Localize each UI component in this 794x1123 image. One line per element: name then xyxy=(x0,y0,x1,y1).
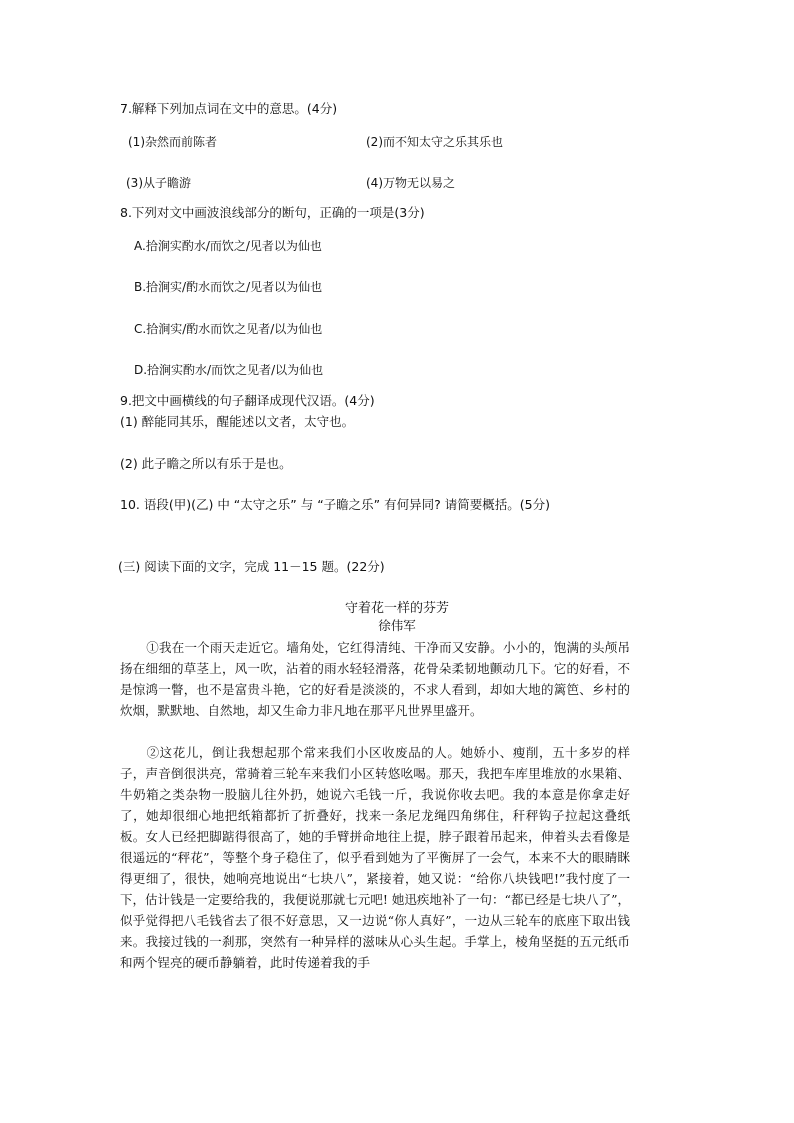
article-author: 徐伟军 xyxy=(378,618,416,633)
article-paragraph-2-text: ②这花儿，倒让我想起那个常来我们小区收废品的人。她娇小、瘦削，五十多岁的样子，声音倒很洪亮，常骑着三轮车来我们小区转悠吆喝。那天，我把车库里堆放的水果箱、牛奶箱之类杂物一股脑儿往外扔，她说六毛钱一斤，我说你收去吧。我的本意是你拿走好了，她却很细心地把纸箱都折了折叠好，找来一条尼龙绳四角绑住，秆秤钩子拉起这叠纸板。女人已经把脚踮得很高了，她的手臂拼命地往上提，脖子跟着吊起来，伸着头去看像是很遥远的“秤花”，等整个身子稳住了，似乎看到她为了平衡屏了一会气，本来不大的眼睛眯得更细了，很快，她响亮地说出“七块八”，紧接着，她又说：“给你八块钱吧!”我忖度了一下，估计钱是一定要给我的，我便说那就七元吧! 她迅疾地补了一句：“都已经是七块八了”，似乎觉得把八毛钱省去了很不好意思，又一边说“你人真好”，一边从三轮车的底座下取出钱来。我接过钱的一刹那，突然有一种异样的滋味从心头生起。手掌上，棱角坚挺的五元纸币和两个锃亮的硬币静躺着，此时传递着我的手 xyxy=(120,745,630,970)
q7-item-3: (3)从子瞻游 xyxy=(126,176,191,190)
q9-item-2: (2) 此子瞻之所以有乐于是也。 xyxy=(120,456,292,471)
q9-item-1: (1) 醉能同其乐，醒能述以文者，太守也。 xyxy=(120,414,355,429)
article-paragraph-1 xyxy=(120,637,630,721)
q8-option-d: D.拾涧实酌水/而饮之见者/以为仙也 xyxy=(134,363,324,377)
section3-heading: (三) 阅读下面的文字，完成 11－15 题。(22分) xyxy=(118,559,385,574)
q8-option-c: C.拾涧实/酌水而饮之见者/以为仙也 xyxy=(134,322,323,336)
q7-item-1: (1)杂然而前陈者 xyxy=(128,135,217,149)
q8-stem: 8.下列对文中画波浪线部分的断句，正确的一项是(3分) xyxy=(120,205,425,220)
q8-option-b: B.拾涧实/酌水而饮之/见者以为仙也 xyxy=(134,280,323,294)
q9-stem: 9.把文中画横线的句子翻译成现代汉语。(4分) xyxy=(120,393,375,408)
article-paragraph-2 xyxy=(120,742,630,973)
q7-item-4: (4)万物无以易之 xyxy=(366,176,455,190)
article-title: 守着花一样的芬芳 xyxy=(344,601,449,616)
q10-stem: 10. 语段(甲)(乙) 中 “太守之乐” 与 “子瞻之乐” 有何异同? 请简要概括。(5分) xyxy=(120,497,550,512)
q7-item-2: (2)而不知太守之乐其乐也 xyxy=(366,135,503,149)
q8-option-a: A.拾涧实酌水/而饮之/见者以为仙也 xyxy=(134,239,322,253)
q7-stem: 7.解释下列加点词在文中的意思。(4分) xyxy=(120,101,338,116)
article-paragraph-1-text: ①我在一个雨天走近它。墙角处，它红得清纯、干净而又安静。小小的，饱满的头颅吊扬在细细的草茎上，风一吹，沾着的雨水轻轻滑落，花骨朵柔韧地颤动几下。它的好看，不是惊鸿一瞥，也不是富贵斗艳，它的好看是淡淡的，不求人看到，却如大地的篱笆、乡村的炊烟，默默地、自然地，却又生命力非凡地在那平凡世界里盛开。 xyxy=(120,640,630,718)
